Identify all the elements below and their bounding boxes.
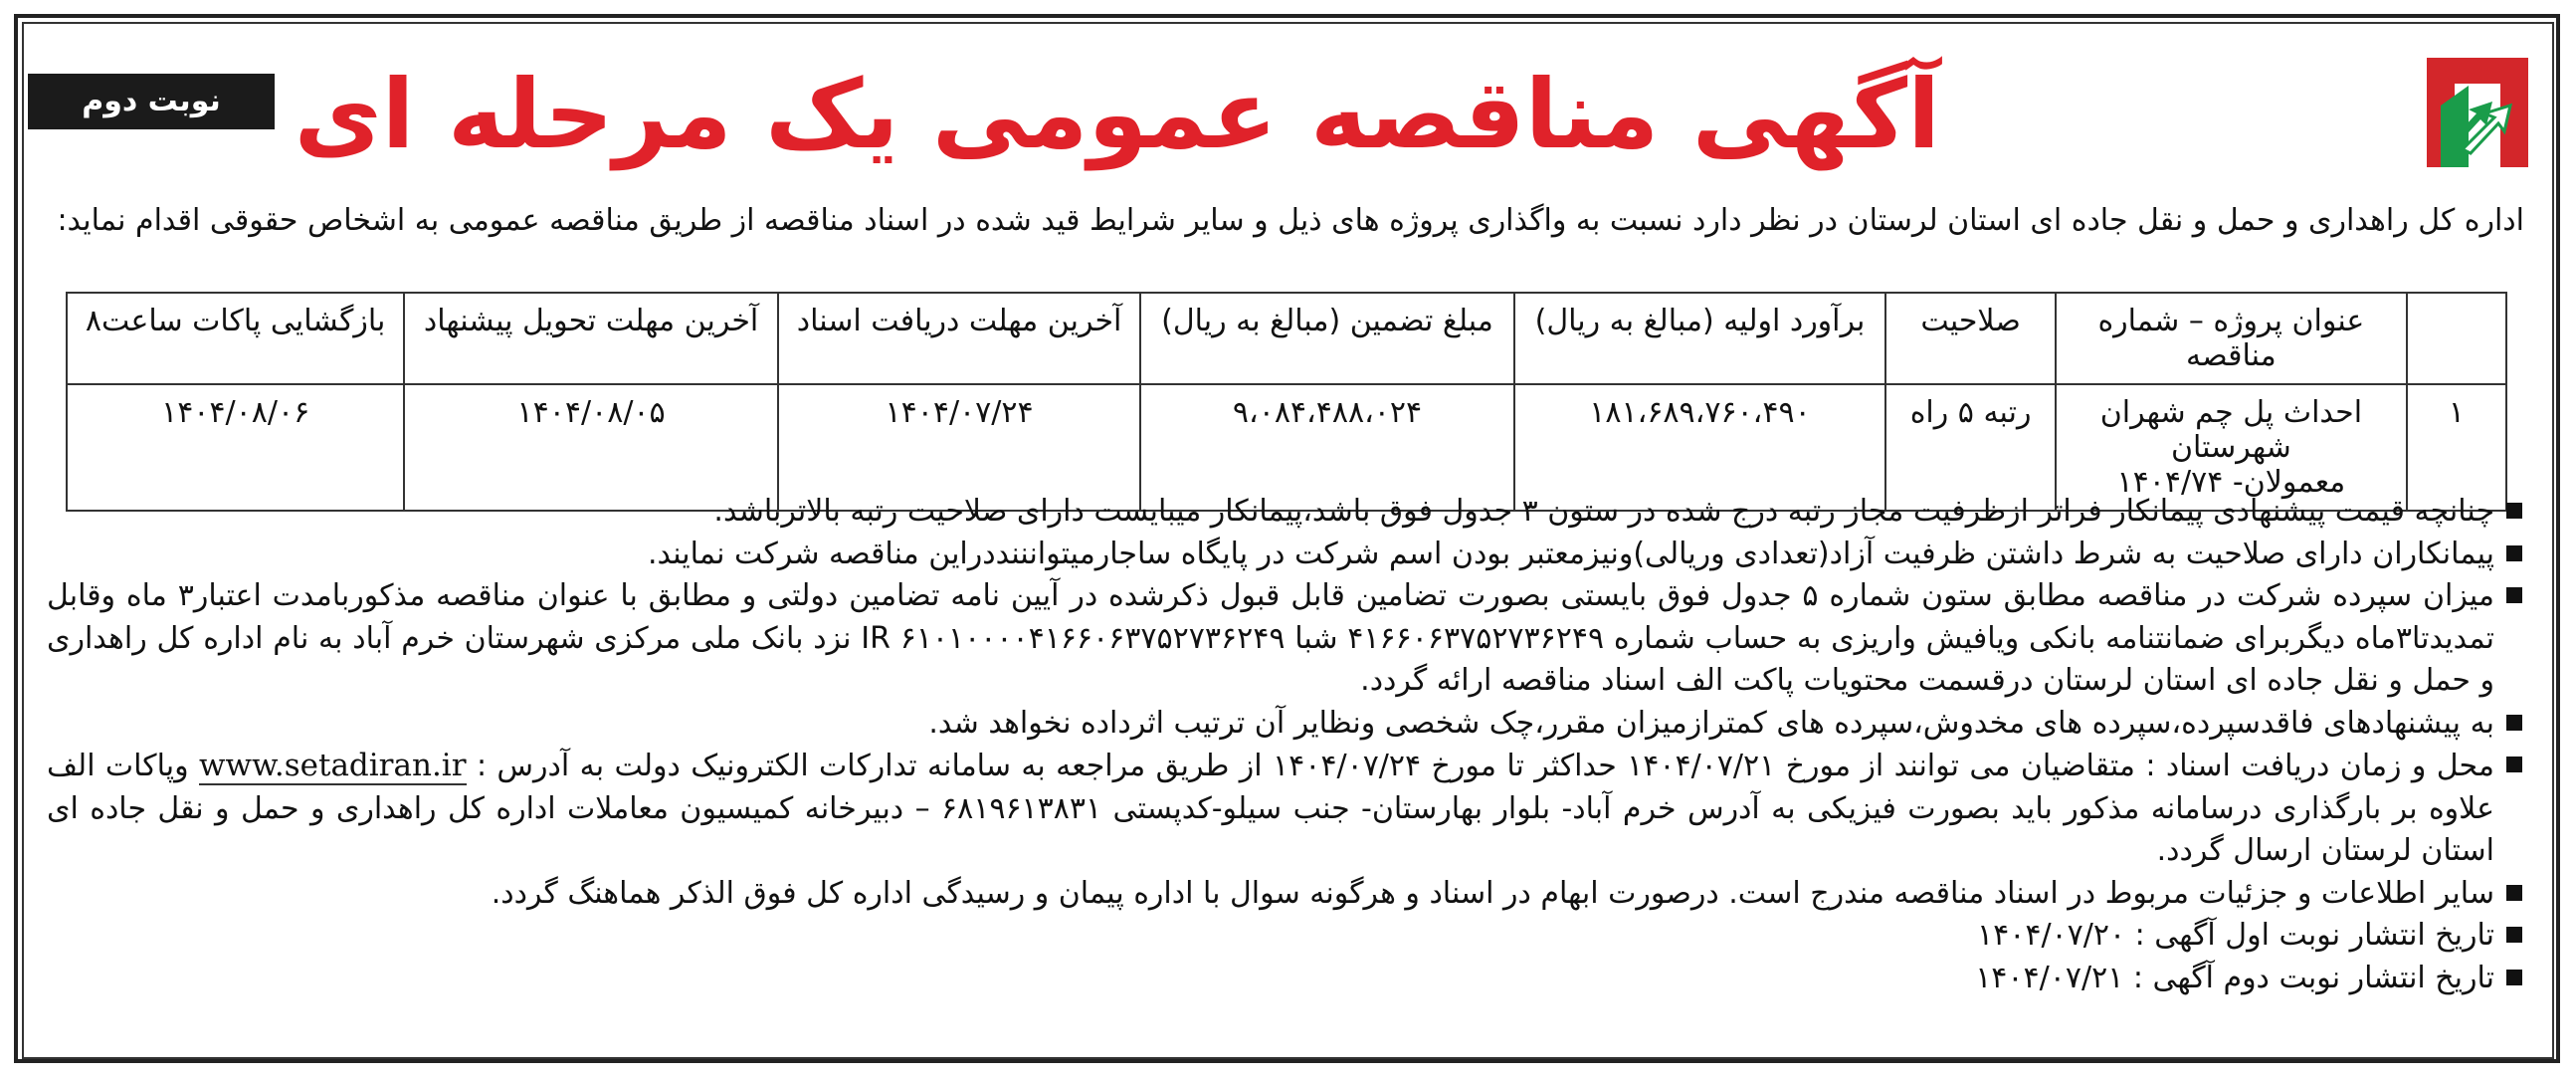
table-header-row: [67, 293, 2506, 384]
setadiran-link[interactable]: www.setadiran.ir: [198, 748, 467, 783]
header-guarantee: مبلغ تضمین (مبالغ به ریال): [1140, 293, 1514, 384]
estimate-cell: ۱۸۱،۶۸۹،۷۶۰،۴۹۰: [1514, 384, 1885, 511]
header-opening: بازگشایی پاکات ساعت۸: [67, 293, 404, 384]
address-text-start: محل و زمان دریافت اسناد : متقاضیان می توانند از مورخ ۱۴۰۴/۰۷/۲۱ حداکثر تا مورخ ۱۴۰۴/۰۷/۲۴ از طریق مراجعه به سامانه تدارکات الکترونیک دولت به آدرس :: [476, 749, 2494, 783]
header-row-number: [2407, 293, 2506, 384]
opening-cell: ۱۴۰۴/۰۸/۰۶: [67, 384, 404, 511]
header-qualification: صلاحیت: [1885, 293, 2056, 384]
address-list-item: [47, 745, 2524, 873]
guarantee-cell: ۹،۰۸۴،۴۸۸،۰۲۴: [1140, 384, 1514, 511]
header-docs-deadline: آخرین مهلت دریافت اسناد: [778, 293, 1140, 384]
first-publication-label: تاریخ انتشار نوبت اول آگهی :: [2134, 918, 2494, 953]
list-item: به پیشنهادهای فاقدسپرده،سپرده های مخدوش،سپرده های کمترازمیزان مقرر،چک شخصی ونظایر آن ترتیب اثرداده نخواهد شد.: [47, 703, 2524, 746]
project-title-line2: معمولان- ۱۴۰۴/۷۴: [2116, 465, 2346, 500]
second-publication-value: ۱۴۰۴/۰۷/۲۱: [1975, 960, 2124, 995]
project-title-line1: احداث پل چم شهران شهرستان: [2099, 395, 2363, 465]
header-estimate: برآورد اولیه (مبالغ به ریال): [1514, 293, 1885, 384]
address-text-end: وپاکات الف علاوه بر بارگذاری درسامانه مذکور باید بصورت فیزیکی به آدرس خرم آباد- بلوار بهارستان- جنب سیلو-کدپستی ۶۸۱۹۶۱۳۸۳۱ – دبیرخانه کمیسیون معاملات اداره کل راهداری و حمل و نقل جاده ای استان لرستان ارسال گردد.: [47, 749, 2494, 868]
list-item: چنانچه قیمت پیشنهادی پیمانکار فراتر ازظرفیت مجاز رتبه درج شده در ستون ۳ جدول فوق باشد،پیمانکار میبایست دارای صلاحیت رتبه بالاترباشد.: [47, 491, 2524, 534]
second-publication-label: تاریخ انتشار نوبت دوم آگهی :: [2132, 960, 2494, 995]
header-project-title: عنوان پروژه – شماره مناقصه: [2056, 293, 2407, 384]
second-run-badge: نوبت دوم: [28, 74, 275, 129]
road-organization-logo-icon: [2419, 48, 2536, 167]
qualification-cell: رتبه ۵ راه: [1885, 384, 2056, 511]
first-publication-value: ۱۴۰۴/۰۷/۲۰: [1976, 918, 2126, 953]
intro-paragraph: اداره کل راهداری و حمل و نقل جاده ای استان لرستان در نظر دارد نسبت به واگذاری پروژه های ذیل و سایر شرایط قید شده در اسناد مناقصه از طریق مناقصه عمومی به اشخاص حقوقی اقدام نماید:: [57, 203, 2524, 238]
page-title: آگهی مناقصه عمومی یک مرحله ای: [294, 59, 1940, 170]
bid-deadline-cell: ۱۴۰۴/۰۸/۰۵: [404, 384, 778, 511]
conditions-list: [47, 491, 2524, 999]
list-item: میزان سپرده شرکت در مناقصه مطابق ستون شماره ۵ جدول فوق بایستی بصورت تضامین قابل قبول ذکرشده در آیین نامه تضامین دولتی و مطابق با عنوان مناقصه مذکوربامدت اعتبار۳ ماه وقابل تمدیدتا۳ماه دیگربرای ضمانتنامه بانکی ویافیش واریزی به حساب شماره ۴۱۶۶۰۶۳۷۵۲۷۳۶۲۴۹ شبا IR ۶۱۰۱۰۰۰۰۴۱۶۶۰۶۳۷۵۲۷۳۶۲۴۹ نزد بانک ملی مرکزی شهرستان خرم آباد به نام اداره کل راهداری و حمل و نقل جاده ای استان لرستان درقسمت محتویات پاکت الف اسناد مناقصه ارائه گردد.: [47, 575, 2524, 703]
first-publication-date: [47, 915, 2524, 958]
tender-table: [66, 292, 2507, 512]
list-item: سایر اطلاعات و جزئیات مربوط در اسناد مناقصه مندرج است. درصورت ابهام در اسناد و هرگونه سوال با اداره پیمان و رسیدگی اداره کل فوق الذکر هماهنگ گردد.: [47, 873, 2524, 916]
docs-deadline-cell: ۱۴۰۴/۰۷/۲۴: [778, 384, 1140, 511]
list-item: پیمانکاران دارای صلاحیت به شرط داشتن ظرفیت آزاد(تعدادی وریالی)ونیزمعتبر بودن اسم شرکت در پایگاه ساجارمیتوانننددراین مناقصه شرکت نمایند.: [47, 534, 2524, 576]
header-bid-deadline: آخرین مهلت تحویل پیشنهاد: [404, 293, 778, 384]
row-number: ۱: [2407, 384, 2506, 511]
second-publication-date: [47, 958, 2524, 1000]
